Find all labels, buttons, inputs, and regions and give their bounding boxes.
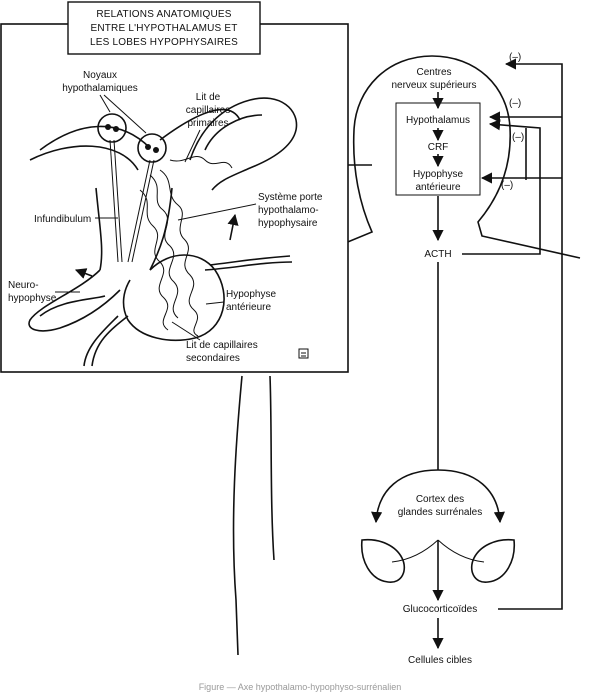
label-hypothalamus: Hypothalamus xyxy=(406,115,470,126)
svg-text:hypophyse: hypophyse xyxy=(8,293,57,304)
svg-text:capillaires: capillaires xyxy=(185,105,231,116)
label-crf: CRF xyxy=(427,142,449,153)
svg-text:antérieure: antérieure xyxy=(226,302,272,313)
neg-feedback-3: (–) xyxy=(512,132,525,143)
svg-text:primaires: primaires xyxy=(187,118,229,129)
neg-feedback-2: (–) xyxy=(509,98,522,109)
inset-title xyxy=(90,9,238,48)
label-acth: ACTH xyxy=(424,249,452,260)
svg-text:Neuro-: Neuro- xyxy=(8,280,39,291)
label-cortex-2: glandes surrénales xyxy=(397,507,483,518)
label-cellules-cibles: Cellules cibles xyxy=(408,655,472,666)
label-glucocorticoides: Glucocorticoïdes xyxy=(402,604,478,615)
svg-text:LES LOBES HYPOPHYSAIRES: LES LOBES HYPOPHYSAIRES xyxy=(90,37,238,48)
svg-text:Noyaux: Noyaux xyxy=(83,70,117,81)
neg-feedback-4: (–) xyxy=(501,180,514,191)
label-centres: Centres xyxy=(416,67,452,78)
svg-text:hypophysaire: hypophysaire xyxy=(258,218,318,229)
neg-feedback-1: (–) xyxy=(509,52,522,63)
svg-text:secondaires: secondaires xyxy=(186,353,240,364)
svg-text:Hypophyse: Hypophyse xyxy=(226,289,277,300)
svg-text:ENTRE L'HYPOTHALAMUS ET: ENTRE L'HYPOTHALAMUS ET xyxy=(90,23,238,34)
feedback-loops xyxy=(462,64,562,609)
label-cortex: Cortex des xyxy=(415,494,465,505)
inset-panel xyxy=(1,2,348,372)
svg-text:hypothalamo-: hypothalamo- xyxy=(258,205,319,216)
svg-text:RELATIONS ANATOMIQUES: RELATIONS ANATOMIQUES xyxy=(96,9,232,20)
svg-text:Lit de capillaires: Lit de capillaires xyxy=(186,340,258,351)
svg-text:Système porte: Système porte xyxy=(258,192,323,203)
label-centres-2: nerveux supérieurs xyxy=(391,80,477,91)
label-hypophyse-2: antérieure xyxy=(415,182,461,193)
label-hypophyse: Hypophyse xyxy=(412,169,464,180)
svg-text:hypothalamiques: hypothalamiques xyxy=(62,83,138,94)
svg-text:Lit de: Lit de xyxy=(195,92,221,103)
svg-text:Infundibulum: Infundibulum xyxy=(34,214,92,225)
figure-caption: Figure — Axe hypothalamo-hypophyso-surrénalien xyxy=(198,682,402,692)
